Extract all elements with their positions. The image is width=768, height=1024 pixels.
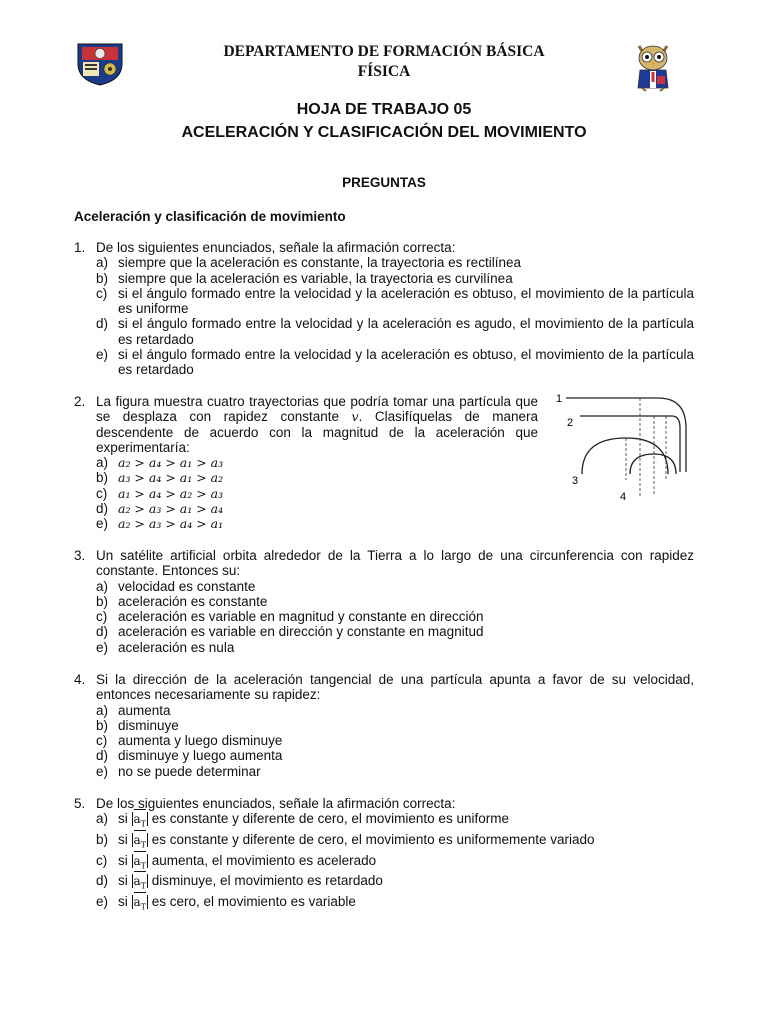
option: b) si $a_T$ es constante y diferente de cero, el movimiento es uniformemente variado: [96, 831, 595, 850]
tangential-acceleration-magnitude-icon: $a_T$: [132, 874, 149, 888]
option: e) no se puede determinar: [96, 763, 261, 779]
question-number: 2.: [74, 394, 86, 409]
tangential-acceleration-magnitude-icon: $a_T$: [132, 895, 149, 909]
option: e) si $a_T$ es cero, el movimiento es variable: [96, 894, 356, 912]
option: b) siempre que la aceleración es variable, la trayectoria es curvilínea: [96, 270, 513, 286]
worksheet-topic: ACELERACIÓN Y CLASIFICACIÓN DEL MOVIMIENTO: [181, 124, 587, 141]
option: e) si el ángulo formado entre la velocidad y la aceleración es obtuso, el movimiento de la partícula es retardado: [96, 347, 694, 378]
tangential-acceleration-magnitude-icon: $a_T$: [132, 854, 149, 868]
option: d) a₂ > a₃ > a₁ > a₄: [96, 501, 224, 517]
option: a) velocidad es constante: [96, 578, 256, 594]
option: d) si el ángulo formado entre la velocidad y la aceleración es agudo, el movimiento de la partícula es retardado: [96, 316, 694, 347]
option: a) aumenta: [96, 702, 171, 718]
option: a) a₂ > a₄ > a₁ > a₃: [96, 455, 224, 471]
trajectory-label-4: 4: [620, 491, 627, 500]
question-text: De los siguientes enunciados, señale la afirmación correcta:: [96, 796, 456, 811]
tangential-acceleration-magnitude-icon: $a_T$: [132, 812, 149, 826]
question-number: 1.: [74, 240, 86, 255]
option: a) si $a_T$ es constante y diferente de cero, el movimiento es uniforme: [96, 811, 509, 829]
question-1: [74, 240, 694, 378]
option: c) aumenta y luego disminuye: [96, 733, 283, 749]
question-text: Si la dirección de la aceleración tangencial de una partícula apunta a favor de su velocidad, entonces necesariamente su rapidez:: [96, 672, 694, 703]
tangential-acceleration-magnitude-icon: $a_T$: [132, 833, 149, 847]
question-text: Un satélite artificial orbita alrededor de la Tierra a lo largo de una circunferencia con rapidez constante. Entonces su:: [96, 548, 694, 579]
header: [0, 40, 768, 90]
question-4: [74, 672, 694, 779]
trajectory-label-1: 1: [556, 393, 563, 405]
trajectory-label-2: 2: [567, 417, 574, 429]
question-number: 3.: [74, 548, 86, 563]
department-name: DEPARTAMENTO DE FORMACIÓN BÁSICA: [223, 43, 545, 60]
owl-mascot-icon: [630, 40, 676, 92]
question-text: La figura muestra cuatro trayectorias que podría tomar una partícula que se desplaza con rapidez constante v. Clasifíquelas de manera descendente de acuerdo con la magnitud de la aceleración que experimentaría:: [96, 394, 538, 455]
trajectory-2: [580, 416, 680, 472]
question-text: De los siguientes enunciados, señale la afirmación correcta:: [96, 240, 456, 255]
trajectory-4: [630, 454, 676, 474]
option: b) a₃ > a₄ > a₁ > a₂: [96, 470, 224, 486]
question-number: 5.: [74, 796, 86, 811]
option: b) aceleración es constante: [96, 593, 268, 609]
option: b) disminuye: [96, 717, 179, 733]
option: c) si el ángulo formado entre la velocidad y la aceleración es obtuso, el movimiento de la partícula es uniforme: [96, 285, 694, 317]
option: c) si $a_T$ aumenta, el movimiento es acelerado: [96, 852, 377, 871]
section-heading: PREGUNTAS: [342, 175, 426, 190]
question-3: [74, 548, 694, 655]
trajectory-3: [582, 438, 668, 474]
option: e) a₂ > a₃ > a₄ > a₁: [96, 516, 224, 532]
department-subject: FÍSICA: [357, 63, 411, 80]
question-number: 4.: [74, 672, 86, 687]
question-5: [74, 796, 694, 915]
option: d) si $a_T$ disminuye, el movimiento es retardado: [96, 873, 383, 891]
subsection-heading: Aceleración y clasificación de movimiento: [74, 209, 346, 224]
option: c) a₁ > a₄ > a₂ > a₃: [96, 485, 224, 501]
option: d) disminuye y luego aumenta: [96, 748, 283, 764]
option: e) aceleración es nula: [96, 639, 235, 655]
option: a) siempre que la aceleración es constante, la trayectoria es rectilínea: [96, 255, 521, 271]
option: d) aceleración es variable en dirección y constante en magnitud: [96, 624, 484, 640]
trajectories-figure: [556, 388, 696, 500]
trajectory-label-3: 3: [572, 475, 579, 487]
question-2: [74, 394, 538, 532]
option: c) aceleración es variable en magnitud y constante en dirección: [96, 609, 484, 625]
speed-variable: v: [351, 409, 359, 425]
worksheet-number: HOJA DE TRABAJO 05: [296, 101, 472, 118]
